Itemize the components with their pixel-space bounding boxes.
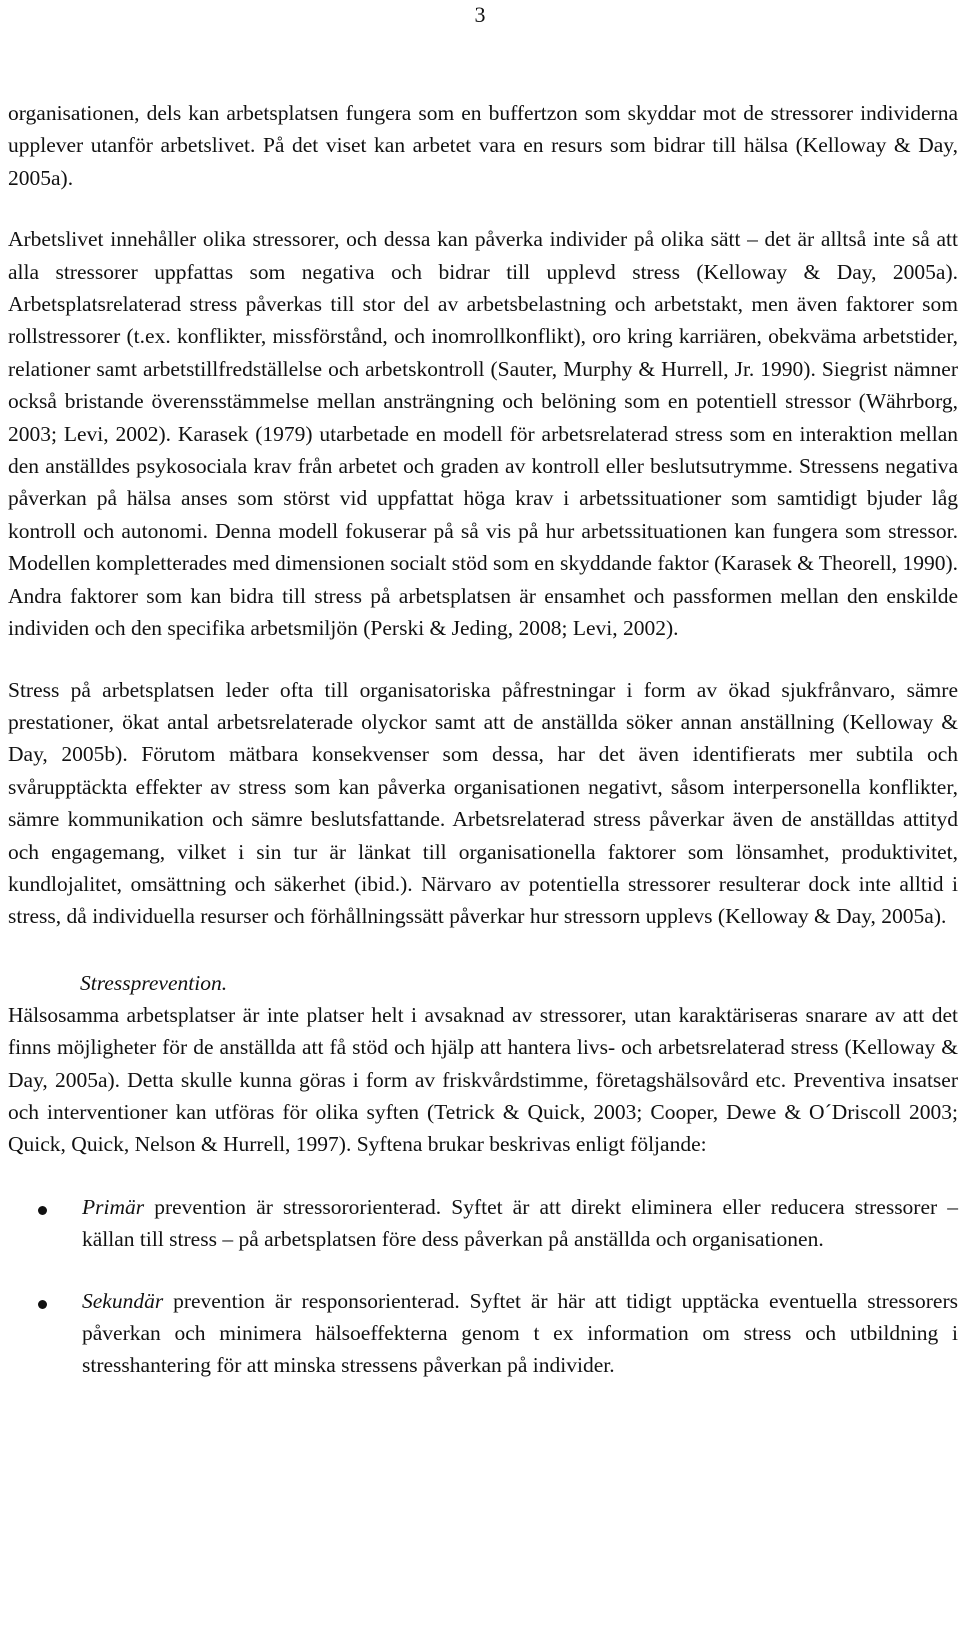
bullet-icon (38, 1300, 47, 1309)
paragraph: Stress på arbetsplatsen leder ofta till organisatoriska påfrestningar i form av ökad sjukfrånvaro, sämre prestationer, ökat antal arbetsrelaterade olyckor samt att de anställda söker annan anställning (Kelloway & Day, 2005b). Förutom mätbara konsekvenser som dessa, har det även identifierats mer subtila och svårupptäckta effekter av stress som kan påverka organisationen negativt, såsom interpersonella konflikter, sämre kommunikation och sämre beslutsfattande. Arbetsrelaterad stress påverkar även de anställdas attityd och engagemang, vilket i sin tur är länkat till organisationella faktorer som lönsamhet, produktivitet, kundlojalitet, omsättning och säkerhet (ibid.). Närvaro av potentiella stressorer resulterar dock inte alltid i stress, då individuella resurser och förhållningssätt påverkar hur stressorn upplevs (Kelloway & Day, 2005a). (8, 677, 958, 929)
bullet-list (8, 1191, 958, 1382)
paragraph: organisationen, dels kan arbetsplatsen fungera som en buffertzon som skyddar mot de stressorer individerna upplever utanför arbetslivet. På det viset kan arbetet vara en resurs som bidrar till hälsa (Kelloway & Day, 2005a). (8, 101, 958, 190)
list-item-term: Primär (82, 1194, 145, 1219)
paragraph: Hälsosamma arbetsplatser är inte platser helt i avsaknad av stressorer, utan karaktäriseras snarare av att det finns möjligheter för de anställda att få stöd och hjälp att hantera livs- och arbetsrelaterad stress (Kelloway & Day, 2005a). Detta skulle kunna göras i form av friskvårdstimme, företagshälsovård etc. Preventiva insatser och interventioner kan utföras för olika syften (Tetrick & Quick, 2003; Cooper, Dewe & O´Driscoll 2003; Quick, Quick, Nelson & Hurrell, 1997). Syftena brukar beskrivas enligt följande: (8, 1002, 958, 1157)
list-item-text: prevention är stressororienterad. Syftet är att direkt eliminera eller reducera stressorer – källan till stress – på arbetsplatsen före dess påverkan på anställda och organisationen. (82, 1194, 958, 1252)
page-number: 3 (474, 2, 486, 27)
list-item (8, 1191, 958, 1256)
section-heading: Stressprevention. (80, 970, 228, 995)
body-text (8, 97, 958, 1382)
bullet-icon (38, 1206, 47, 1215)
list-item-text: prevention är responsorienterad. Syftet är här att tidigt upptäcka eventuella stressorers påverkan och minimera hälsoeffekterna genom t ex information om stress och utbildning i stresshantering för att minska stressens påverkan på individer. (82, 1288, 958, 1378)
list-item (8, 1285, 958, 1382)
list-item-term: Sekundär (82, 1288, 164, 1313)
paragraph: Arbetslivet innehåller olika stressorer, och dessa kan påverka individer på olika sätt – det är alltså inte så att alla stressorer uppfattas som negativa och bidrar till upplevd stress (Kelloway & Day, 2005a). Arbetsplatsrelaterad stress påverkas till stor del av arbetsbelastning och arbetstakt, men även faktorer som rollstressorer (t.ex. konflikter, missförstånd, och inomrollkonflikt), oro kring karriären, obekväma arbetstider, relationer samt arbetstillfredställelse och arbetskontroll (Sauter, Murphy & Hurrell, Jr. 1990). Siegrist nämner också bristande överensstämmelse mellan ansträngning och belöning som en potentiell stressor (Währborg, 2003; Levi, 2002). Karasek (1979) utarbetade en modell för arbetsrelaterad stress som en interaktion mellan den anställdes psykosociala krav från arbetet och graden av kontroll eller beslutsutrymme. Stressens negativa påverkan på hälsa anses som störst vid uppfattat höga krav i arbetssituationer som samtidigt bjuder låg kontroll och autonomi. Denna modell fokuserar på så vis på hur arbetssituationen kan fungera som stressor. Modellen kompletterades med dimensionen socialt stöd som en skyddande faktor (Karasek & Theorell, 1990). Andra faktorer som kan bidra till stress på arbetsplatsen är ensamhet och passformen mellan den enskilde individen och den specifika arbetsmiljön (Perski & Jeding, 2008; Levi, 2002). (8, 227, 958, 641)
